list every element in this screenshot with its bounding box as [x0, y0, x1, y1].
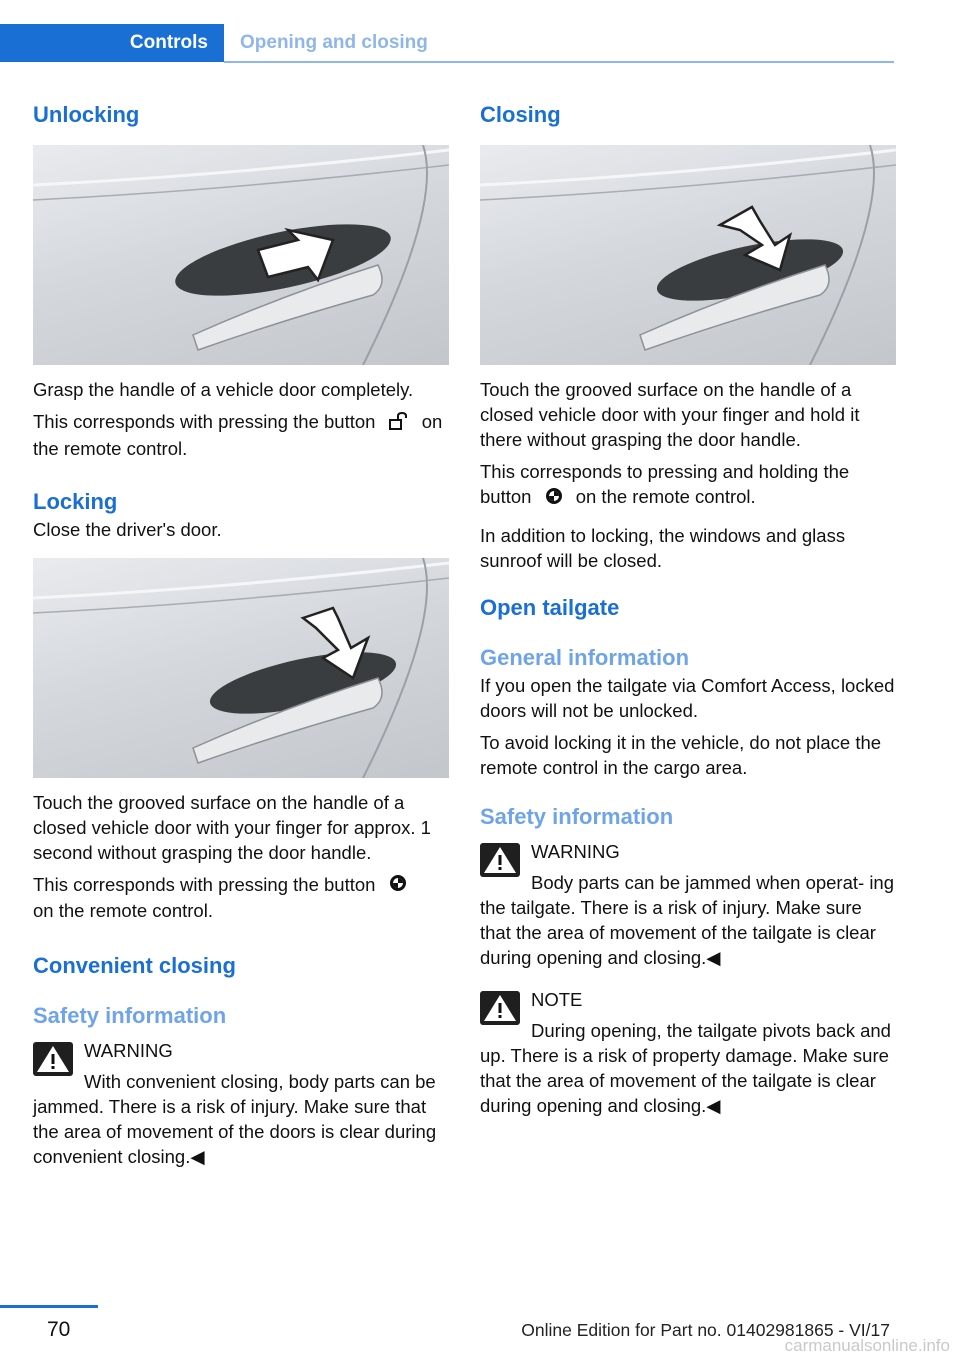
warning-block-right [480, 839, 896, 970]
note-text: During opening, the tailgate pivots back and up. There is a risk of property damage. Make sure that the area of movement of the tailgate is clear during opening and closing.◀ [480, 1019, 891, 1116]
unlocking-paragraph-2 [33, 409, 449, 461]
left-column [33, 100, 449, 1169]
closing-paragraph-2b: on the remote control. [575, 486, 756, 507]
note-label: NOTE [531, 988, 583, 1010]
warning-triangle-icon [480, 843, 520, 877]
locking-heading: Locking [33, 488, 118, 514]
unlocking-paragraph-2b: on the remote control. [33, 411, 443, 459]
door-handle-figure-unlocking [33, 145, 449, 365]
unlock-icon [389, 411, 409, 436]
locking-paragraph-2: Touch the grooved surface on the handle of a closed vehicle door with your finger for approx. 1 second without grasping the door handle. [33, 791, 431, 863]
warning-triangle-icon [33, 1042, 73, 1076]
general-paragraph-1: If you open the tailgate via Comfort Access, locked doors will not be unlocked. [480, 674, 895, 721]
unlocking-heading: Unlocking [33, 102, 140, 127]
closing-paragraph-2a: This corresponds to pressing and holding the button [480, 461, 850, 507]
warning-text-left: With convenient closing, body parts can be jammed. There is a risk of injury. Make sure that the area of movement of the doors is clear during convenient closing.◀ [33, 1071, 437, 1168]
note-block [480, 987, 896, 1118]
safety-information-heading-right: Safety information [480, 803, 674, 829]
general-information-heading: General information [480, 644, 690, 670]
header-tab-opening-closing: Opening and closing [240, 32, 428, 53]
warning-text-right: Body parts can be jammed when operat‐ ing the tailgate. There is a risk of injury. Make sure that the area of movement of the tailgate is clear during opening and closing.◀ [480, 871, 895, 968]
unlocking-paragraph-1: Grasp the handle of a vehicle door completely. [33, 379, 414, 400]
general-paragraph-2: To avoid locking it in the vehicle, do not place the remote control in the cargo area. [480, 731, 882, 778]
convenient-closing-heading: Convenient closing [33, 953, 236, 979]
unlocking-paragraph-2a: This corresponds with pressing the button [33, 411, 376, 432]
locking-paragraph-3b: on the remote control. [33, 900, 213, 922]
right-column [480, 100, 896, 1118]
locking-paragraph-3 [33, 872, 449, 924]
locking-paragraph-3a: This corresponds with pressing the button [33, 873, 376, 895]
warning-triangle-icon [480, 991, 520, 1025]
door-handle-figure-locking [33, 558, 449, 778]
open-tailgate-heading: Open tailgate [480, 594, 620, 620]
page-number: 70 [47, 1318, 71, 1341]
safety-information-heading-left: Safety information [33, 1003, 227, 1029]
closing-paragraph-2 [480, 459, 896, 511]
header-tab-controls: Controls [0, 24, 224, 62]
closing-paragraph-1: Touch the grooved surface on the handle of a closed vehicle door with your finger and hold it there without grasping the door handle. [480, 379, 860, 450]
closing-paragraph-3: In addition to locking, the windows and glass sunroof will be closed. [480, 524, 846, 571]
edition-text: Online Edition for Part no. 01402981865 - VI/17 [521, 1320, 890, 1340]
bmw-logo-icon [389, 873, 407, 898]
watermark: carmanualsonline.info [784, 1336, 950, 1355]
warning-label-left: WARNING [84, 1040, 173, 1062]
bmw-logo-icon [545, 486, 563, 511]
door-handle-figure-closing [480, 145, 896, 365]
closing-heading: Closing [480, 102, 561, 127]
header-divider [224, 61, 894, 63]
warning-label-right: WARNING [531, 840, 620, 862]
footer-divider [0, 1305, 98, 1308]
locking-paragraph-1: Close the driver's door. [33, 518, 222, 540]
warning-block-left [33, 1038, 449, 1169]
